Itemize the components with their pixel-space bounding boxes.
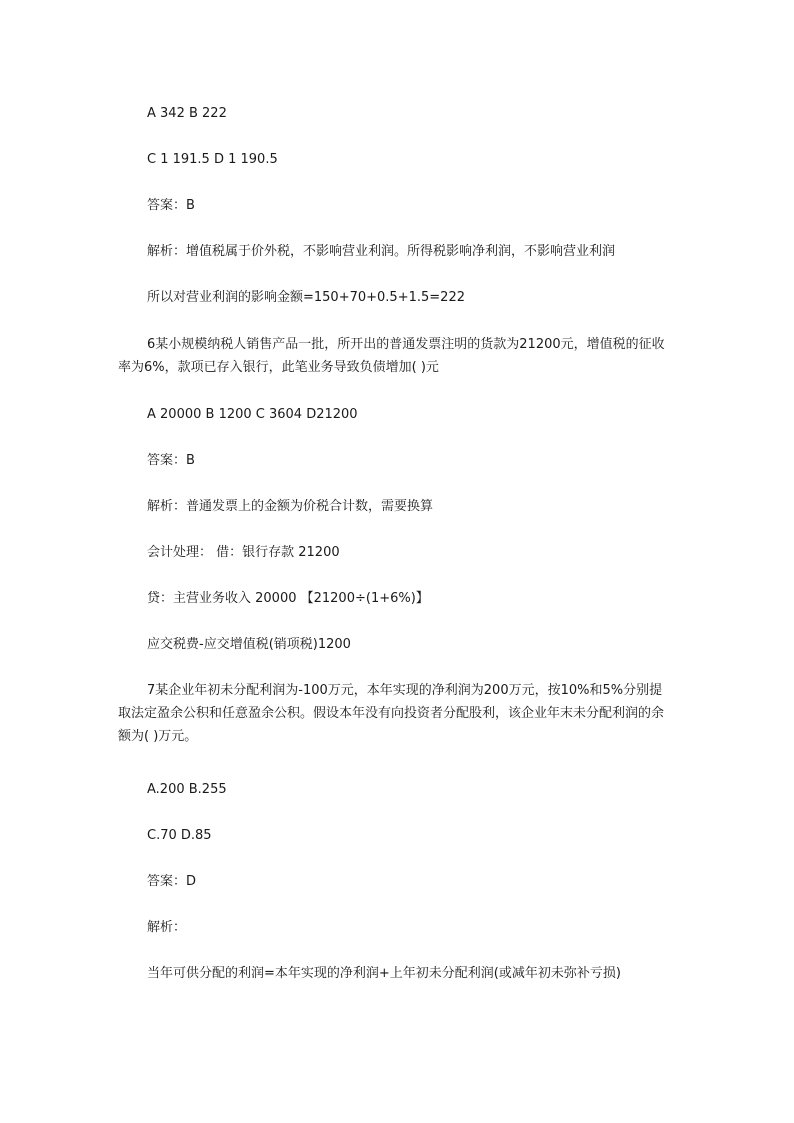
q5-analysis: 解析：增值税属于价外税，不影响营业利润。所得税影响净利润，不影响营业利润 [147, 244, 616, 259]
q5-options-cd: C 1 191.5 D 1 190.5 [147, 152, 278, 167]
q5-options-ab: A 342 B 222 [147, 106, 227, 121]
q6-question: 6某小规模纳税人销售产品一批，所开出的普通发票注明的货款为21200元，增值税的征收率为6%，款项已存入银行，此笔业务导致负债增加( )元 [118, 337, 665, 375]
q7-options-ab: A.200 B.255 [147, 782, 227, 797]
q7-analysis-label: 解析： [147, 920, 187, 935]
q6-analysis: 解析：普通发票上的金额为价税合计数，需要换算 [147, 499, 434, 514]
q6-journal-debit: 会计处理： 借：银行存款 21200 [147, 545, 340, 560]
q7-options-cd: C.70 D.85 [147, 828, 212, 843]
q7-question: 7某企业年初未分配利润为-100万元，本年实现的净利润为200万元，按10%和5%分别提取法定盈余公积和任意盈余公积。假设本年没有向投资者分配股利，该企业年末未分配利润的余额为( )万元。 [118, 683, 665, 744]
q7-analysis-formula: 当年可供分配的利润=本年实现的净利润+上年初未分配利润(或减年初未弥补亏损) [147, 966, 621, 981]
q7-answer: 答案：D [147, 874, 197, 889]
q5-answer: 答案：B [147, 198, 195, 213]
q6-journal-tax: 应交税费-应交增值税(销项税)1200 [147, 637, 351, 652]
q5-calculation: 所以对营业利润的影响金额=150+70+0.5+1.5=222 [147, 290, 465, 305]
q6-answer: 答案：B [147, 453, 195, 468]
q6-options: A 20000 B 1200 C 3604 D21200 [147, 407, 358, 422]
q6-journal-credit: 贷：主营业务收入 20000 【21200÷(1+6%)】 [147, 591, 429, 606]
